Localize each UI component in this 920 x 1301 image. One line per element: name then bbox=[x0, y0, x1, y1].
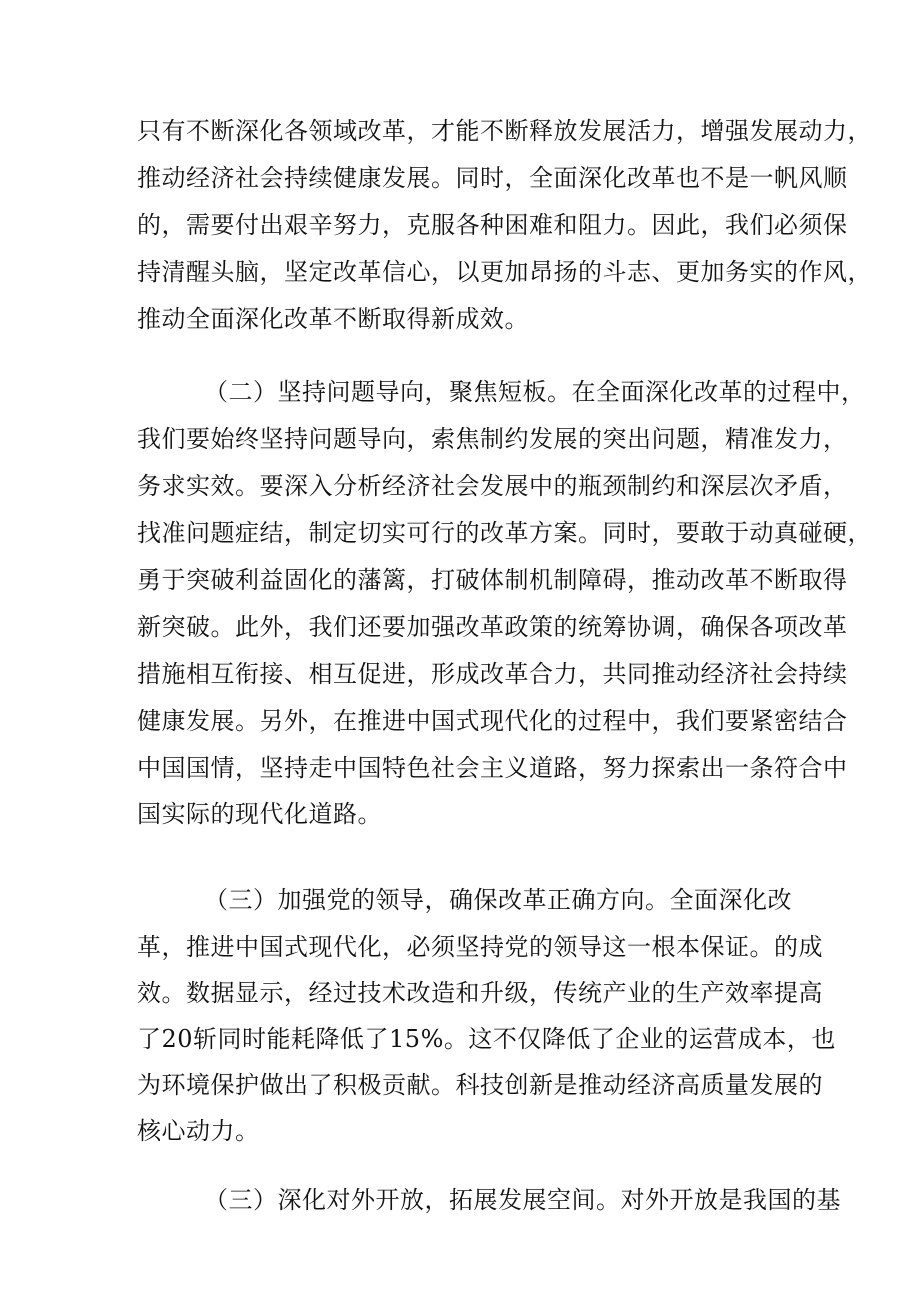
paragraph-line: 健康发展。另外，在推进中国式现代化的过程中，我们要紧密结合 bbox=[137, 707, 848, 735]
paragraph-line: 国实际的现代化道路。 bbox=[137, 800, 382, 828]
paragraph-line: 革，推进中国式现代化，必须坚持党的领导这一根本保证。的成 bbox=[137, 933, 823, 961]
paragraph-line: 务求实效。要深入分析经济社会发展中的瓶颈制约和深层次矛盾， bbox=[137, 472, 848, 500]
paragraph-line: （三）深化对外开放，拓展发展空间。对外开放是我国的基 bbox=[204, 1186, 841, 1214]
paragraph-line: （三）加强党的领导，确保改革正确方向。全面深化改 bbox=[204, 886, 792, 914]
paragraph-line: 推动全面深化改革不断取得新成效。 bbox=[137, 305, 529, 333]
paragraph-line: 只有不断深化各领域改革，才能不断释放发展活力，增强发展动力， bbox=[137, 117, 872, 145]
paragraph-line: 措施相互衔接、相互促进，形成改革合力，共同推动经济社会持续 bbox=[137, 660, 848, 688]
paragraph-line: 为环境保护做出了积极贡献。科技创新是推动经济高质量发展的 bbox=[137, 1071, 823, 1099]
paragraph-line: 持清醒头脑，坚定改革信心，以更加昂扬的斗志、更加务实的作风， bbox=[137, 258, 872, 286]
paragraph-line: 推动经济社会持续健康发展。同时，全面深化改革也不是一帆风顺 bbox=[137, 164, 848, 192]
paragraph-line: （二）坚持问题导向，聚焦短板。在全面深化改革的过程中， bbox=[204, 378, 866, 406]
paragraph-line: 勇于突破利益固化的藩篱，打破体制机制障碍，推动改革不断取得 bbox=[137, 566, 848, 594]
paragraph-line: 我们要始终坚持问题导向，索焦制约发展的突出问题，精准发力， bbox=[137, 425, 848, 453]
paragraph-line: 中国国情，坚持走中国特色社会主义道路，努力探索出一条符合中 bbox=[137, 754, 848, 782]
paragraph-line: 的，需要付出艰辛努力，克服各种困难和阻力。因此，我们必须保 bbox=[137, 211, 848, 239]
paragraph-line: 效。数据显示，经过技术改造和升级，传统产业的生产效率提高 bbox=[137, 979, 823, 1007]
paragraph-line: 核心动力。 bbox=[137, 1117, 260, 1145]
paragraph-line: 新突破。此外，我们还要加强改革政策的统筹协调，确保各项改革 bbox=[137, 613, 848, 641]
paragraph-line: 找准问题症结，制定切实可行的改革方案。同时，要敢于动真碰硬， bbox=[137, 519, 872, 547]
paragraph-line: 了20斩同时能耗降低了15%。这不仅降低了企业的运营成本，也 bbox=[137, 1025, 836, 1053]
